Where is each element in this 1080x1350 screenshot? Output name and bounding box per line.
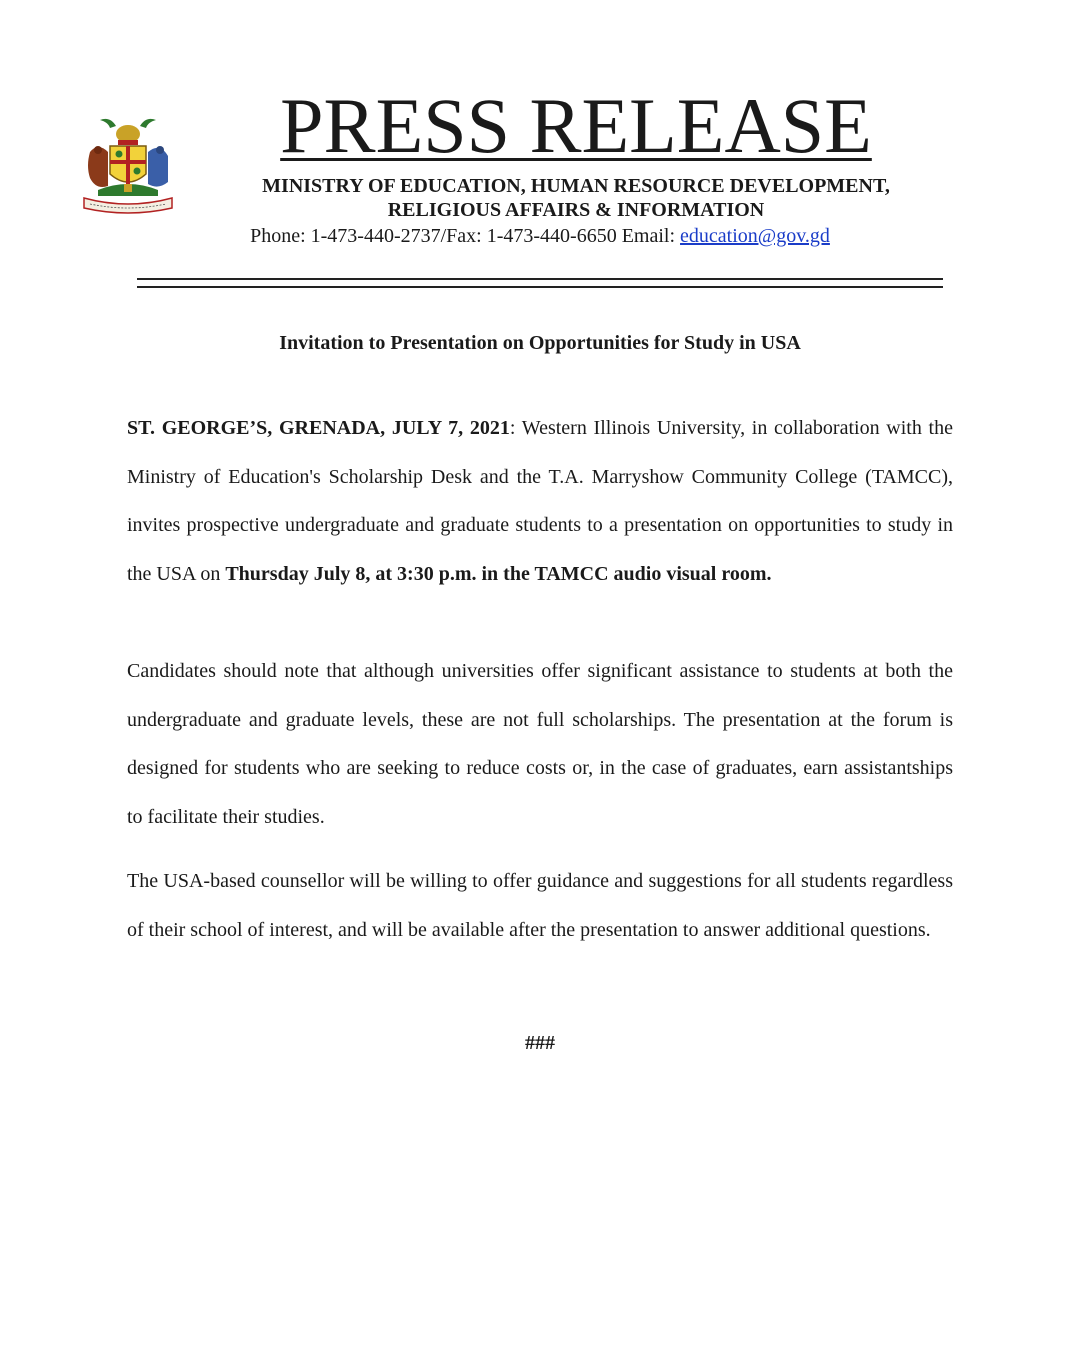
header-divider-top [137,278,943,280]
event-details: Thursday July 8, at 3:30 p.m. in the TAMCC audio visual room. [225,562,772,585]
email-link[interactable]: education@gov.gd [680,225,830,247]
ministry-name [0,174,1080,222]
end-mark: ### [525,1032,555,1054]
dateline: ST. GEORGE’S, GRENADA, JULY 7, 2021 [127,417,510,439]
ministry-line-1: MINISTRY OF EDUCATION, HUMAN RESOURCE DEVELOPMENT, [262,175,890,197]
header-divider-bottom [137,286,943,288]
ministry-line-2: RELIGIOUS AFFAIRS & INFORMATION [387,199,765,221]
body-paragraph-1 [127,404,953,598]
body-paragraph-2: Candidates should note that although universities offer significant assistance to students at both the undergraduate and graduate levels, these are not full scholarships. The presentation at the forum is designed for students who are seeking to reduce costs or, in the case of graduates, earn assistantships to facilitate their studies. [127,660,953,828]
press-release-title-text: PRESS RELEASE [280,82,872,169]
paragraph-1-text: : Western Illinois University, in collaboration with the Ministry of Education's Scholarship Desk and the T.A. Marryshow Community College (TAMCC), invites prospective undergraduate and graduate students to a presentation on opportunities to study in the USA on [127,417,953,585]
contact-text: Phone: 1-473-440-2737/Fax: 1-473-440-6650 Email: [250,225,681,247]
press-release-title [0,82,1080,170]
contact-line [0,224,1080,248]
release-heading: Invitation to Presentation on Opportunities for Study in USA [279,332,801,354]
body-paragraph-3: The USA-based counsellor will be willing to offer guidance and suggestions for all students regardless of their school of interest, and will be available after the presentation to answer additional questions. [127,870,953,941]
